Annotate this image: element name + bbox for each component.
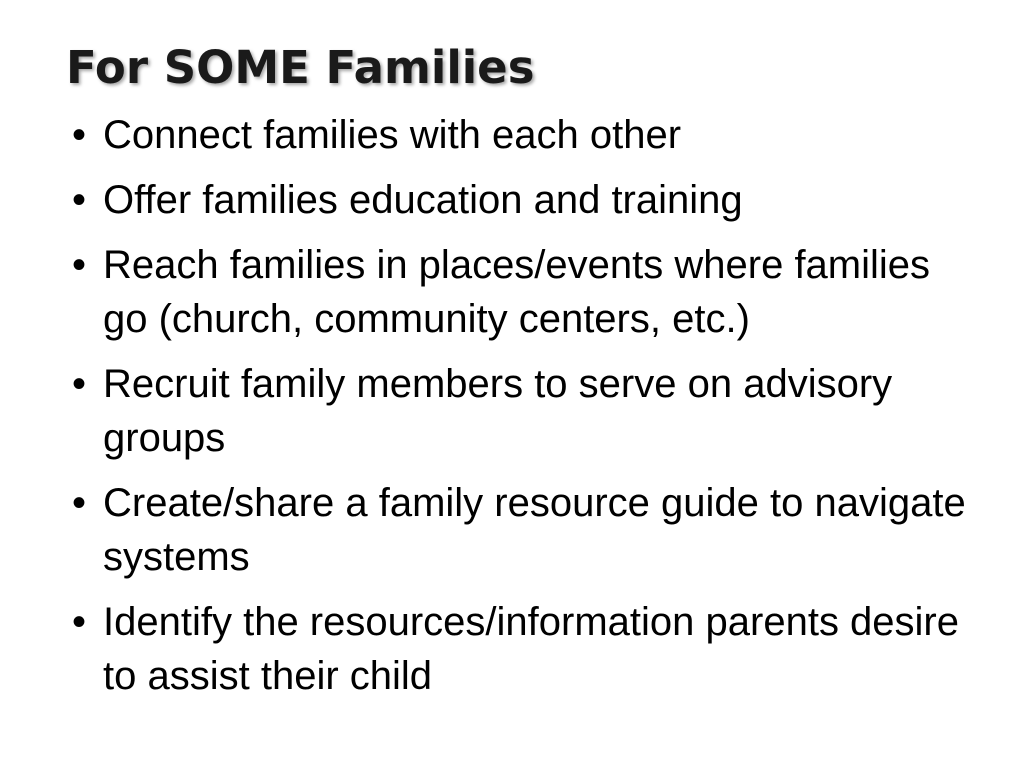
bullet-dot-icon: • [72,600,87,644]
list-item [72,595,972,703]
bullet-dot-icon: • [72,178,87,222]
list-item [72,173,972,227]
bullet-text: Recruit family members to serve on advisory groups [103,362,893,460]
list-item [72,108,972,162]
bullet-dot-icon: • [72,113,87,157]
bullet-text: Identify the resources/information parents desire to assist their child [103,600,959,698]
bullet-text: Connect families with each other [103,113,682,157]
list-item [72,238,972,346]
bullet-dot-icon: • [72,362,87,406]
bullet-list [72,108,972,714]
bullet-text: Create/share a family resource guide to navigate systems [103,481,966,579]
list-item [72,357,972,465]
bullet-text: Reach families in places/events where families go (church, community centers, etc.) [103,243,931,341]
slide-title: For SOME Families [66,41,535,94]
bullet-dot-icon: • [72,481,87,525]
list-item [72,476,972,584]
bullet-dot-icon: • [72,243,87,287]
bullet-text: Offer families education and training [103,178,743,222]
